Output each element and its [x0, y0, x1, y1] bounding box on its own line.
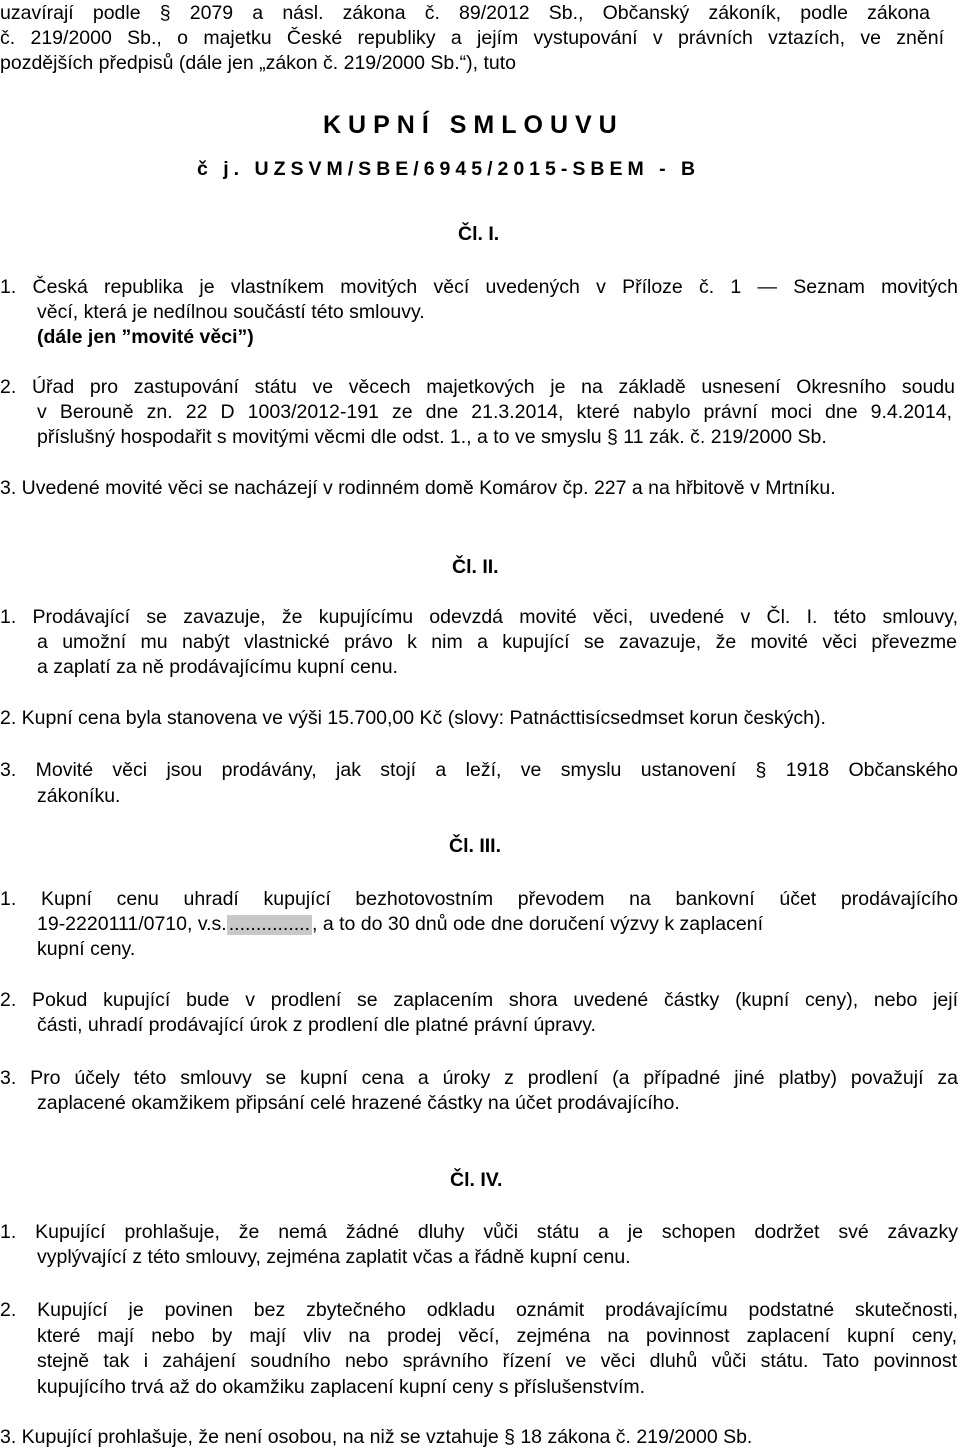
- article-1-para-2-line-1: 2. Úřad pro zastupování státu ve věcech majetkových je na základě usnesení Okresního soudu: [0, 376, 955, 398]
- article-3-para-1-line-1: 1. Kupní cenu uhradí kupující bezhotovostním převodem na bankovní účet prodávajícího: [0, 888, 958, 910]
- article-4-para-2-line-2: které mají nebo by mají vliv na prodej věcí, zejména na povinnost zaplacení kupní ceny,: [37, 1325, 957, 1347]
- article-1-para-1-line-2: věcí, která je nedílnou součástí této smlouvy.: [37, 301, 425, 323]
- article-4-para-2-line-1: 2. Kupující je povinen bez zbytečného odkladu oznámit prodávajícímu podstatné skutečnosti,: [0, 1299, 958, 1321]
- article-1-para-3-line-1: 3. Uvedené movité věci se nacházejí v rodinném domě Komárov čp. 227 a na hřbitově v Mrtníku.: [0, 477, 836, 499]
- article-2-para-1-line-1: 1. Prodávající se zavazuje, že kupujícímu odevzdá movité věci, uvedené v Čl. I. této smlouvy,: [0, 606, 958, 628]
- intro-line-2: č. 219/2000 Sb., o majetku České republiky a jejím vystupování v právních vztazích, ve znění: [0, 27, 944, 49]
- article-2-para-1-line-3: a zaplatí za ně prodávajícímu kupní cenu.: [37, 656, 398, 678]
- article-3-para-2-line-1: 2. Pokud kupující bude v prodlení se zaplacením shora uvedené částky (kupní ceny), nebo její: [0, 989, 958, 1011]
- article-2-para-3-line-2: zákoníku.: [37, 785, 121, 807]
- article-1-heading: Čl. I.: [458, 223, 500, 245]
- article-3-para-1-account-line: [37, 915, 957, 935]
- intro-line-3: pozdějších předpisů (dále jen „zákon č. 219/2000 Sb.“), tuto: [0, 52, 516, 74]
- account-line-suffix: , a to do 30 dnů ode dne doručení výzvy k zaplacení: [312, 913, 763, 935]
- article-4-para-1-line-2: vyplývající z této smlouvy, zejména zaplatit včas a řádně kupní cenu.: [37, 1246, 631, 1268]
- intro-line-1: uzavírají podle § 2079 a násl. zákona č. 89/2012 Sb., Občanský zákoník, podle zákona: [0, 2, 930, 24]
- article-2-para-1-line-2: a umožní mu nabýt vlastnické právo k nim a kupující se zavazuje, že movité věci převezme: [37, 631, 957, 653]
- article-4-para-1-line-1: 1. Kupující prohlašuje, že nemá žádné dluhy vůči státu a je schopen dodržet své závazky: [0, 1221, 958, 1243]
- article-4-para-2-line-4: kupujícího trvá až do okamžiku zaplacení kupní ceny s příslušenstvím.: [37, 1376, 646, 1398]
- variable-symbol-blank: ...............: [228, 913, 311, 935]
- article-1-para-2-line-2: v Berouně zn. 22 D 1003/2012-191 ze dne 21.3.2014, které nabylo právní moci dne 9.4.2014,: [37, 401, 952, 423]
- article-2-para-3-line-1: 3. Movité věci jsou prodávány, jak stojí a leží, ve smyslu ustanovení § 1918 Občanského: [0, 759, 958, 781]
- article-3-para-1-line-3: kupní ceny.: [37, 938, 136, 960]
- contract-number: č j. UZSVM/SBE/6945/2015-SBEM - B: [197, 158, 701, 180]
- article-3-para-3-line-2: zaplacené okamžikem připsání celé hrazené částky na účet prodávajícího.: [37, 1092, 680, 1114]
- article-3-heading: Čl. III.: [449, 835, 502, 857]
- article-2-heading: Čl. II.: [452, 556, 499, 578]
- document-title: KUPNÍ SMLOUVU: [323, 111, 624, 139]
- article-4-para-3-line-1: 3. Kupující prohlašuje, že není osobou, na niž se vztahuje § 18 zákona č. 219/2000 Sb.: [0, 1426, 753, 1448]
- article-3-para-3-line-1: 3. Pro účely této smlouvy se kupní cena a úroky z prodlení (a případné jiné platby) považují za: [0, 1067, 958, 1089]
- article-4-heading: Čl. IV.: [450, 1169, 503, 1191]
- article-1-para-1-movable-def: (dále jen ”movité věci”): [37, 326, 254, 348]
- article-2-para-2-line-1: 2. Kupní cena byla stanovena ve výši 15.700,00 Kč (slovy: Patnácttisícsedmset korun českých).: [0, 707, 826, 729]
- article-1-para-1-line-1: 1. Česká republika je vlastníkem movitých věcí uvedených v Příloze č. 1 ― Seznam movitých: [0, 276, 958, 298]
- article-3-para-2-line-2: části, uhradí prodávající úrok z prodlení dle platné právní úpravy.: [37, 1014, 596, 1036]
- article-1-para-2-line-3: příslušný hospodařit s movitými věcmi dle odst. 1., a to ve smyslu § 11 zák. č. 219/2000 Sb.: [37, 426, 827, 448]
- article-4-para-2-line-3: stejně tak i zahájení soudního nebo správního řízení ve věci dluhů vůči státu. Tato povinnost: [37, 1350, 957, 1372]
- account-number: 19-2220111/0710, v.s.: [37, 913, 227, 935]
